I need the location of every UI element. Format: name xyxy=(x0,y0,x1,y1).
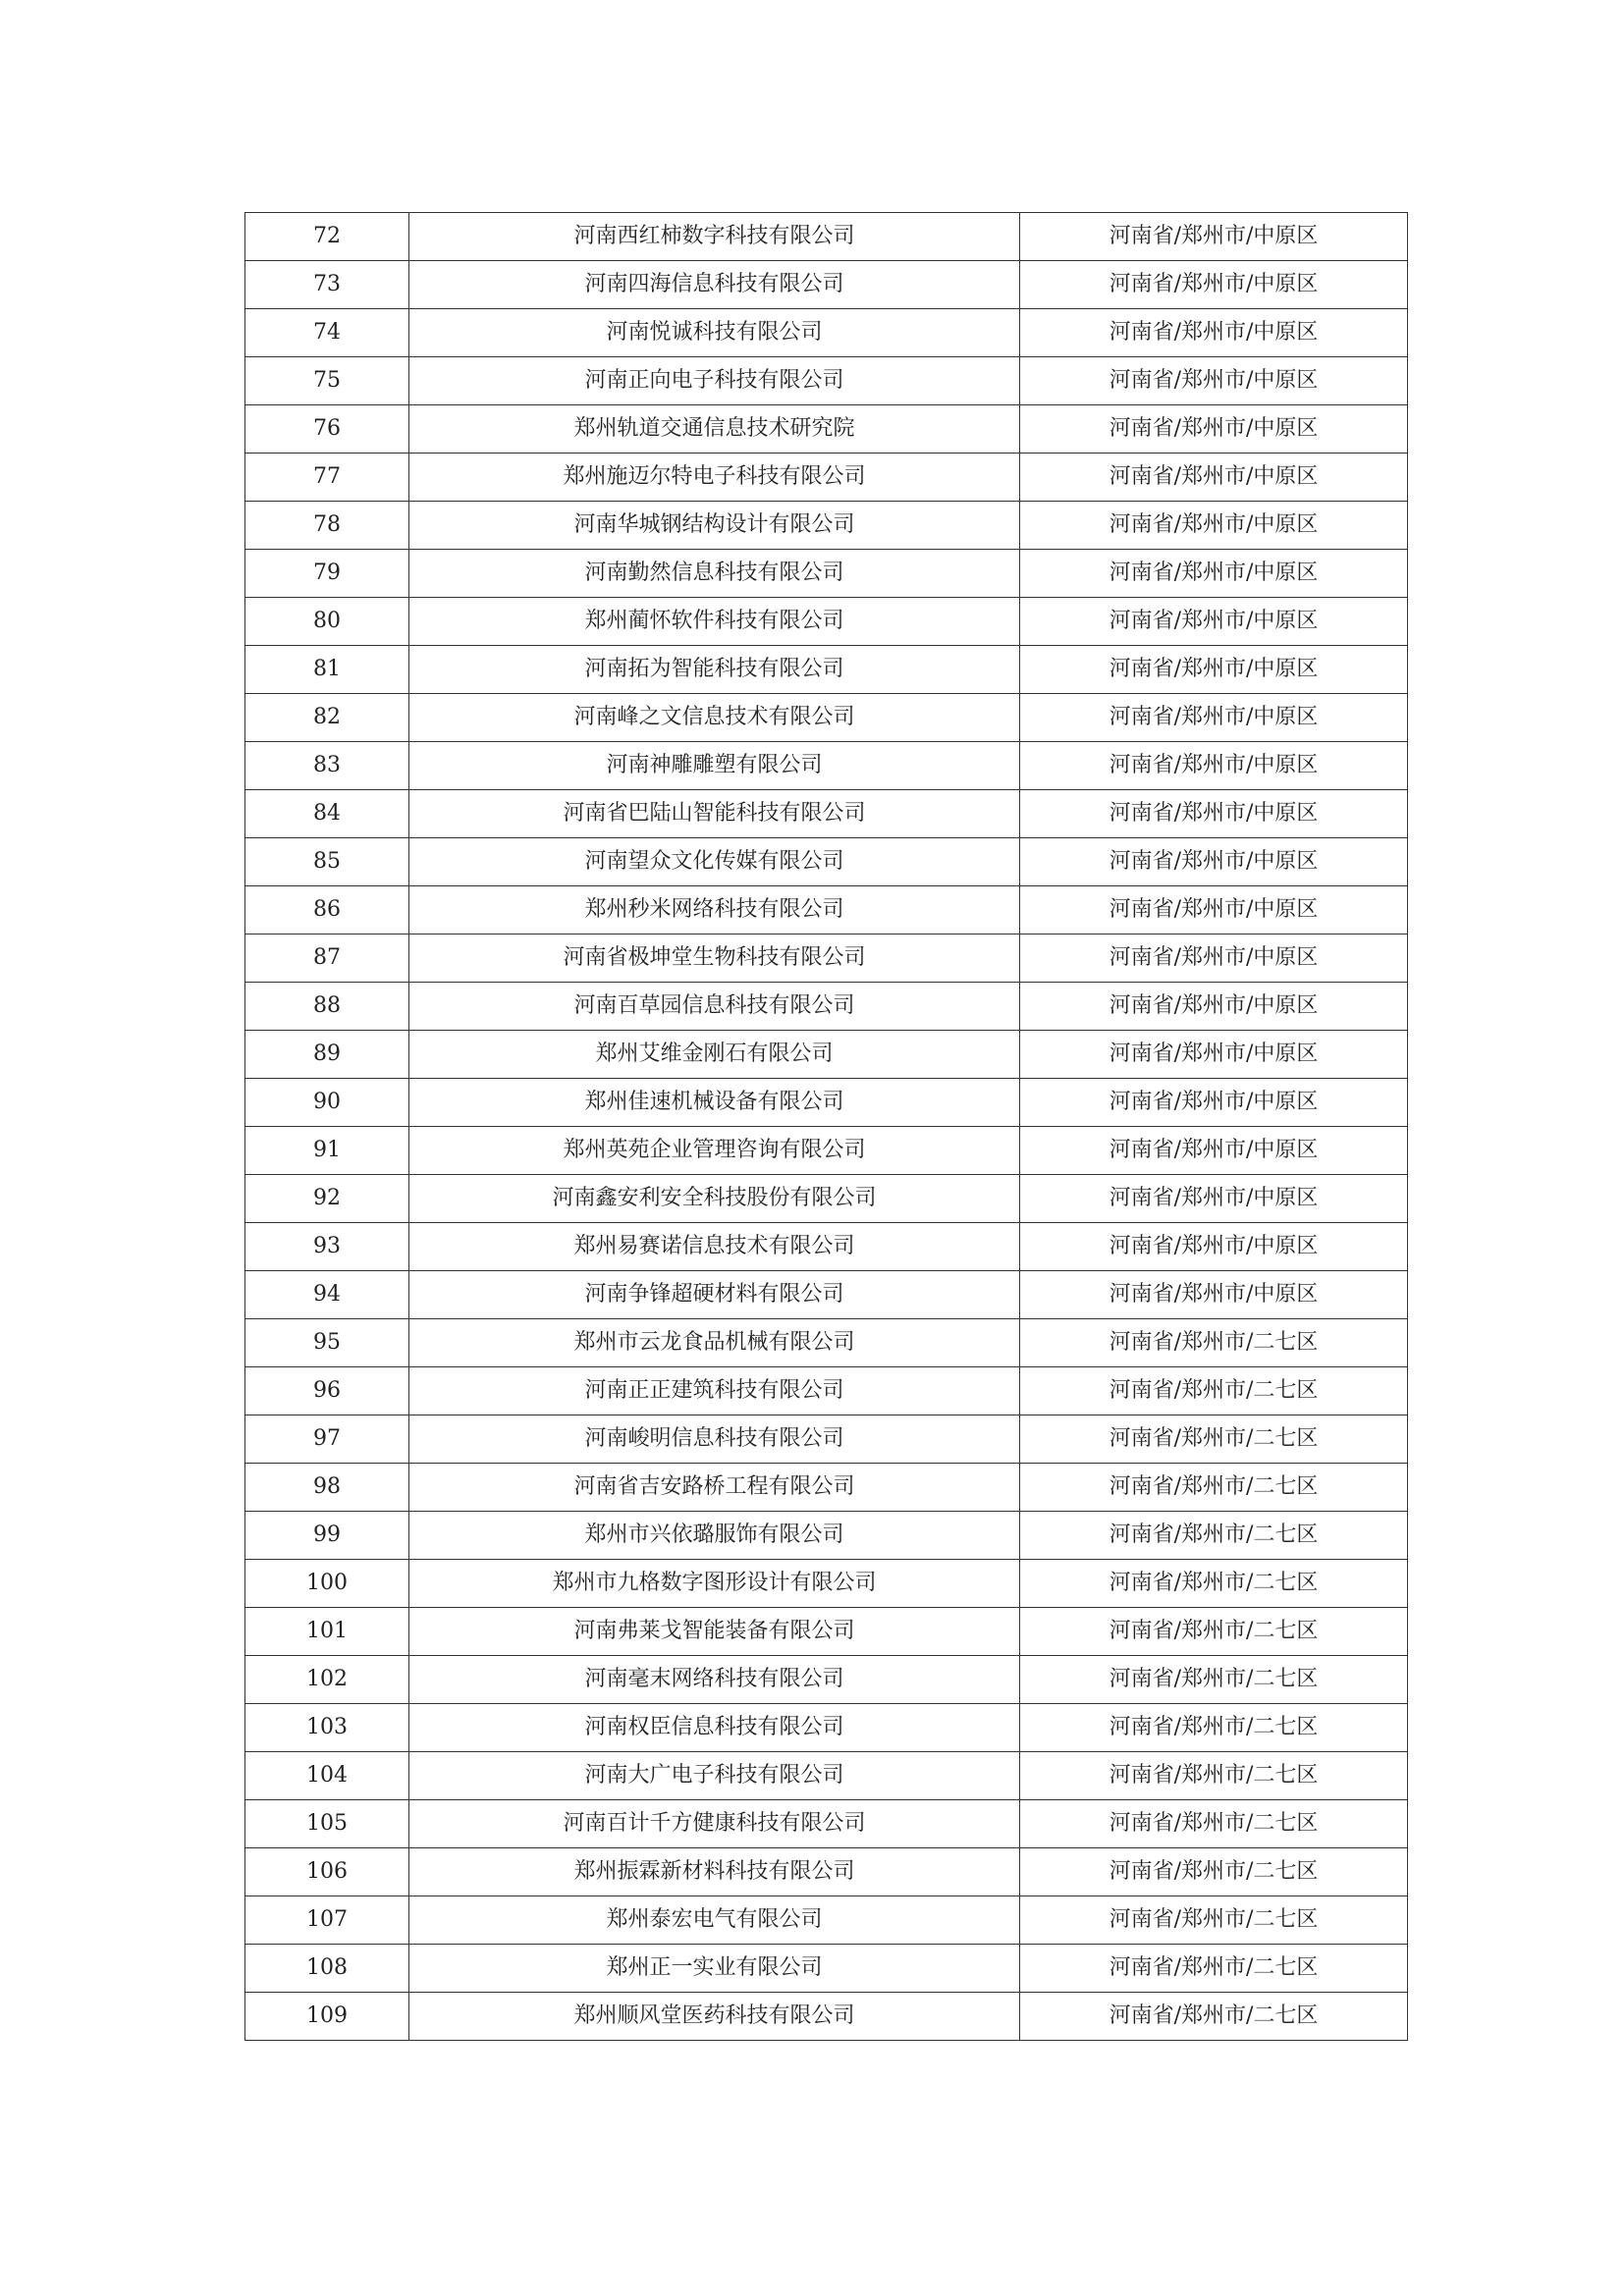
table-row xyxy=(245,1560,1408,1608)
company-name-cell: 河南四海信息科技有限公司 xyxy=(409,261,1020,309)
location-cell: 河南省/郑州市/中原区 xyxy=(1020,1175,1408,1223)
table-row xyxy=(245,790,1408,838)
table-row xyxy=(245,1223,1408,1271)
location-cell: 河南省/郑州市/二七区 xyxy=(1020,1752,1408,1800)
row-number-cell: 96 xyxy=(245,1367,409,1415)
location-cell: 河南省/郑州市/二七区 xyxy=(1020,1464,1408,1512)
company-list-table xyxy=(244,212,1408,2041)
location-cell: 河南省/郑州市/中原区 xyxy=(1020,790,1408,838)
row-number-cell: 99 xyxy=(245,1512,409,1560)
location-cell: 河南省/郑州市/中原区 xyxy=(1020,598,1408,646)
company-name-cell: 郑州秒米网络科技有限公司 xyxy=(409,886,1020,934)
row-number-cell: 91 xyxy=(245,1127,409,1175)
row-number-cell: 104 xyxy=(245,1752,409,1800)
company-name-cell: 河南勤然信息科技有限公司 xyxy=(409,550,1020,598)
company-name-cell: 郑州市云龙食品机械有限公司 xyxy=(409,1319,1020,1367)
row-number-cell: 76 xyxy=(245,405,409,454)
table-row xyxy=(245,1127,1408,1175)
company-name-cell: 河南权臣信息科技有限公司 xyxy=(409,1704,1020,1752)
company-name-cell: 河南大广电子科技有限公司 xyxy=(409,1752,1020,1800)
table-row xyxy=(245,1464,1408,1512)
location-cell: 河南省/郑州市/中原区 xyxy=(1020,886,1408,934)
table-row xyxy=(245,550,1408,598)
location-cell: 河南省/郑州市/中原区 xyxy=(1020,213,1408,261)
row-number-cell: 93 xyxy=(245,1223,409,1271)
location-cell: 河南省/郑州市/中原区 xyxy=(1020,1127,1408,1175)
table-row xyxy=(245,1848,1408,1896)
company-name-cell: 郑州市九格数字图形设计有限公司 xyxy=(409,1560,1020,1608)
company-name-cell: 河南省极坤堂生物科技有限公司 xyxy=(409,934,1020,983)
company-name-cell: 郑州市兴依璐服饰有限公司 xyxy=(409,1512,1020,1560)
row-number-cell: 101 xyxy=(245,1608,409,1656)
row-number-cell: 100 xyxy=(245,1560,409,1608)
table-row xyxy=(245,1704,1408,1752)
company-name-cell: 河南悦诚科技有限公司 xyxy=(409,309,1020,357)
row-number-cell: 103 xyxy=(245,1704,409,1752)
company-name-cell: 河南省巴陆山智能科技有限公司 xyxy=(409,790,1020,838)
row-number-cell: 78 xyxy=(245,502,409,550)
company-name-cell: 河南拓为智能科技有限公司 xyxy=(409,646,1020,694)
company-name-cell: 郑州泰宏电气有限公司 xyxy=(409,1896,1020,1945)
company-name-cell: 郑州顺风堂医药科技有限公司 xyxy=(409,1993,1020,2041)
row-number-cell: 88 xyxy=(245,983,409,1031)
location-cell: 河南省/郑州市/中原区 xyxy=(1020,357,1408,405)
table-body xyxy=(245,213,1408,2041)
table-row xyxy=(245,1800,1408,1848)
table-row xyxy=(245,1031,1408,1079)
row-number-cell: 82 xyxy=(245,694,409,742)
table-row xyxy=(245,502,1408,550)
location-cell: 河南省/郑州市/二七区 xyxy=(1020,1896,1408,1945)
company-name-cell: 河南百计千方健康科技有限公司 xyxy=(409,1800,1020,1848)
company-name-cell: 河南正正建筑科技有限公司 xyxy=(409,1367,1020,1415)
table-row xyxy=(245,886,1408,934)
location-cell: 河南省/郑州市/中原区 xyxy=(1020,742,1408,790)
row-number-cell: 73 xyxy=(245,261,409,309)
location-cell: 河南省/郑州市/中原区 xyxy=(1020,550,1408,598)
company-name-cell: 河南西红柿数字科技有限公司 xyxy=(409,213,1020,261)
table-row xyxy=(245,1608,1408,1656)
table-row xyxy=(245,213,1408,261)
location-cell: 河南省/郑州市/中原区 xyxy=(1020,1223,1408,1271)
table-row xyxy=(245,694,1408,742)
row-number-cell: 98 xyxy=(245,1464,409,1512)
location-cell: 河南省/郑州市/二七区 xyxy=(1020,1800,1408,1848)
company-name-cell: 郑州易赛诺信息技术有限公司 xyxy=(409,1223,1020,1271)
row-number-cell: 106 xyxy=(245,1848,409,1896)
row-number-cell: 109 xyxy=(245,1993,409,2041)
location-cell: 河南省/郑州市/二七区 xyxy=(1020,1945,1408,1993)
table-row xyxy=(245,1367,1408,1415)
company-name-cell: 河南百草园信息科技有限公司 xyxy=(409,983,1020,1031)
row-number-cell: 97 xyxy=(245,1415,409,1464)
table-row xyxy=(245,598,1408,646)
location-cell: 河南省/郑州市/二七区 xyxy=(1020,1415,1408,1464)
row-number-cell: 79 xyxy=(245,550,409,598)
table-row xyxy=(245,1175,1408,1223)
company-name-cell: 河南毫末网络科技有限公司 xyxy=(409,1656,1020,1704)
location-cell: 河南省/郑州市/中原区 xyxy=(1020,454,1408,502)
table-row xyxy=(245,405,1408,454)
table-row xyxy=(245,1319,1408,1367)
location-cell: 河南省/郑州市/中原区 xyxy=(1020,1031,1408,1079)
table-row xyxy=(245,934,1408,983)
location-cell: 河南省/郑州市/二七区 xyxy=(1020,1704,1408,1752)
row-number-cell: 84 xyxy=(245,790,409,838)
row-number-cell: 108 xyxy=(245,1945,409,1993)
location-cell: 河南省/郑州市/二七区 xyxy=(1020,1993,1408,2041)
row-number-cell: 83 xyxy=(245,742,409,790)
location-cell: 河南省/郑州市/中原区 xyxy=(1020,1271,1408,1319)
table-row xyxy=(245,357,1408,405)
location-cell: 河南省/郑州市/中原区 xyxy=(1020,261,1408,309)
location-cell: 河南省/郑州市/二七区 xyxy=(1020,1608,1408,1656)
location-cell: 河南省/郑州市/二七区 xyxy=(1020,1560,1408,1608)
row-number-cell: 87 xyxy=(245,934,409,983)
location-cell: 河南省/郑州市/中原区 xyxy=(1020,646,1408,694)
location-cell: 河南省/郑州市/中原区 xyxy=(1020,838,1408,886)
table-row xyxy=(245,1415,1408,1464)
row-number-cell: 75 xyxy=(245,357,409,405)
row-number-cell: 86 xyxy=(245,886,409,934)
row-number-cell: 72 xyxy=(245,213,409,261)
table-row xyxy=(245,1945,1408,1993)
location-cell: 河南省/郑州市/中原区 xyxy=(1020,502,1408,550)
company-name-cell: 郑州施迈尔特电子科技有限公司 xyxy=(409,454,1020,502)
company-name-cell: 河南望众文化传媒有限公司 xyxy=(409,838,1020,886)
company-name-cell: 郑州蔺怀软件科技有限公司 xyxy=(409,598,1020,646)
row-number-cell: 81 xyxy=(245,646,409,694)
table-row xyxy=(245,1079,1408,1127)
table-row xyxy=(245,309,1408,357)
company-name-cell: 郑州英苑企业管理咨询有限公司 xyxy=(409,1127,1020,1175)
company-name-cell: 河南鑫安利安全科技股份有限公司 xyxy=(409,1175,1020,1223)
row-number-cell: 107 xyxy=(245,1896,409,1945)
company-name-cell: 河南华城钢结构设计有限公司 xyxy=(409,502,1020,550)
location-cell: 河南省/郑州市/中原区 xyxy=(1020,1079,1408,1127)
row-number-cell: 90 xyxy=(245,1079,409,1127)
location-cell: 河南省/郑州市/中原区 xyxy=(1020,694,1408,742)
row-number-cell: 95 xyxy=(245,1319,409,1367)
row-number-cell: 105 xyxy=(245,1800,409,1848)
table-row xyxy=(245,646,1408,694)
row-number-cell: 94 xyxy=(245,1271,409,1319)
row-number-cell: 89 xyxy=(245,1031,409,1079)
company-name-cell: 河南峰之文信息技术有限公司 xyxy=(409,694,1020,742)
company-name-cell: 河南正向电子科技有限公司 xyxy=(409,357,1020,405)
location-cell: 河南省/郑州市/二七区 xyxy=(1020,1512,1408,1560)
row-number-cell: 102 xyxy=(245,1656,409,1704)
table-row xyxy=(245,1896,1408,1945)
table-row xyxy=(245,1656,1408,1704)
row-number-cell: 85 xyxy=(245,838,409,886)
location-cell: 河南省/郑州市/二七区 xyxy=(1020,1367,1408,1415)
row-number-cell: 92 xyxy=(245,1175,409,1223)
location-cell: 河南省/郑州市/中原区 xyxy=(1020,405,1408,454)
table-row xyxy=(245,1752,1408,1800)
table-row xyxy=(245,1512,1408,1560)
company-name-cell: 河南弗莱戈智能装备有限公司 xyxy=(409,1608,1020,1656)
company-name-cell: 河南峻明信息科技有限公司 xyxy=(409,1415,1020,1464)
location-cell: 河南省/郑州市/二七区 xyxy=(1020,1319,1408,1367)
location-cell: 河南省/郑州市/二七区 xyxy=(1020,1848,1408,1896)
company-name-cell: 河南神雕雕塑有限公司 xyxy=(409,742,1020,790)
table-row xyxy=(245,742,1408,790)
company-name-cell: 河南省吉安路桥工程有限公司 xyxy=(409,1464,1020,1512)
location-cell: 河南省/郑州市/中原区 xyxy=(1020,983,1408,1031)
row-number-cell: 80 xyxy=(245,598,409,646)
company-name-cell: 郑州振霖新材料科技有限公司 xyxy=(409,1848,1020,1896)
location-cell: 河南省/郑州市/中原区 xyxy=(1020,934,1408,983)
table-row xyxy=(245,1271,1408,1319)
table-row xyxy=(245,261,1408,309)
table-row xyxy=(245,454,1408,502)
company-name-cell: 河南争锋超硬材料有限公司 xyxy=(409,1271,1020,1319)
table-row xyxy=(245,983,1408,1031)
company-name-cell: 郑州艾维金刚石有限公司 xyxy=(409,1031,1020,1079)
table-row xyxy=(245,838,1408,886)
company-name-cell: 郑州轨道交通信息技术研究院 xyxy=(409,405,1020,454)
row-number-cell: 77 xyxy=(245,454,409,502)
company-name-cell: 郑州佳速机械设备有限公司 xyxy=(409,1079,1020,1127)
company-name-cell: 郑州正一实业有限公司 xyxy=(409,1945,1020,1993)
row-number-cell: 74 xyxy=(245,309,409,357)
table-row xyxy=(245,1993,1408,2041)
location-cell: 河南省/郑州市/中原区 xyxy=(1020,309,1408,357)
location-cell: 河南省/郑州市/二七区 xyxy=(1020,1656,1408,1704)
